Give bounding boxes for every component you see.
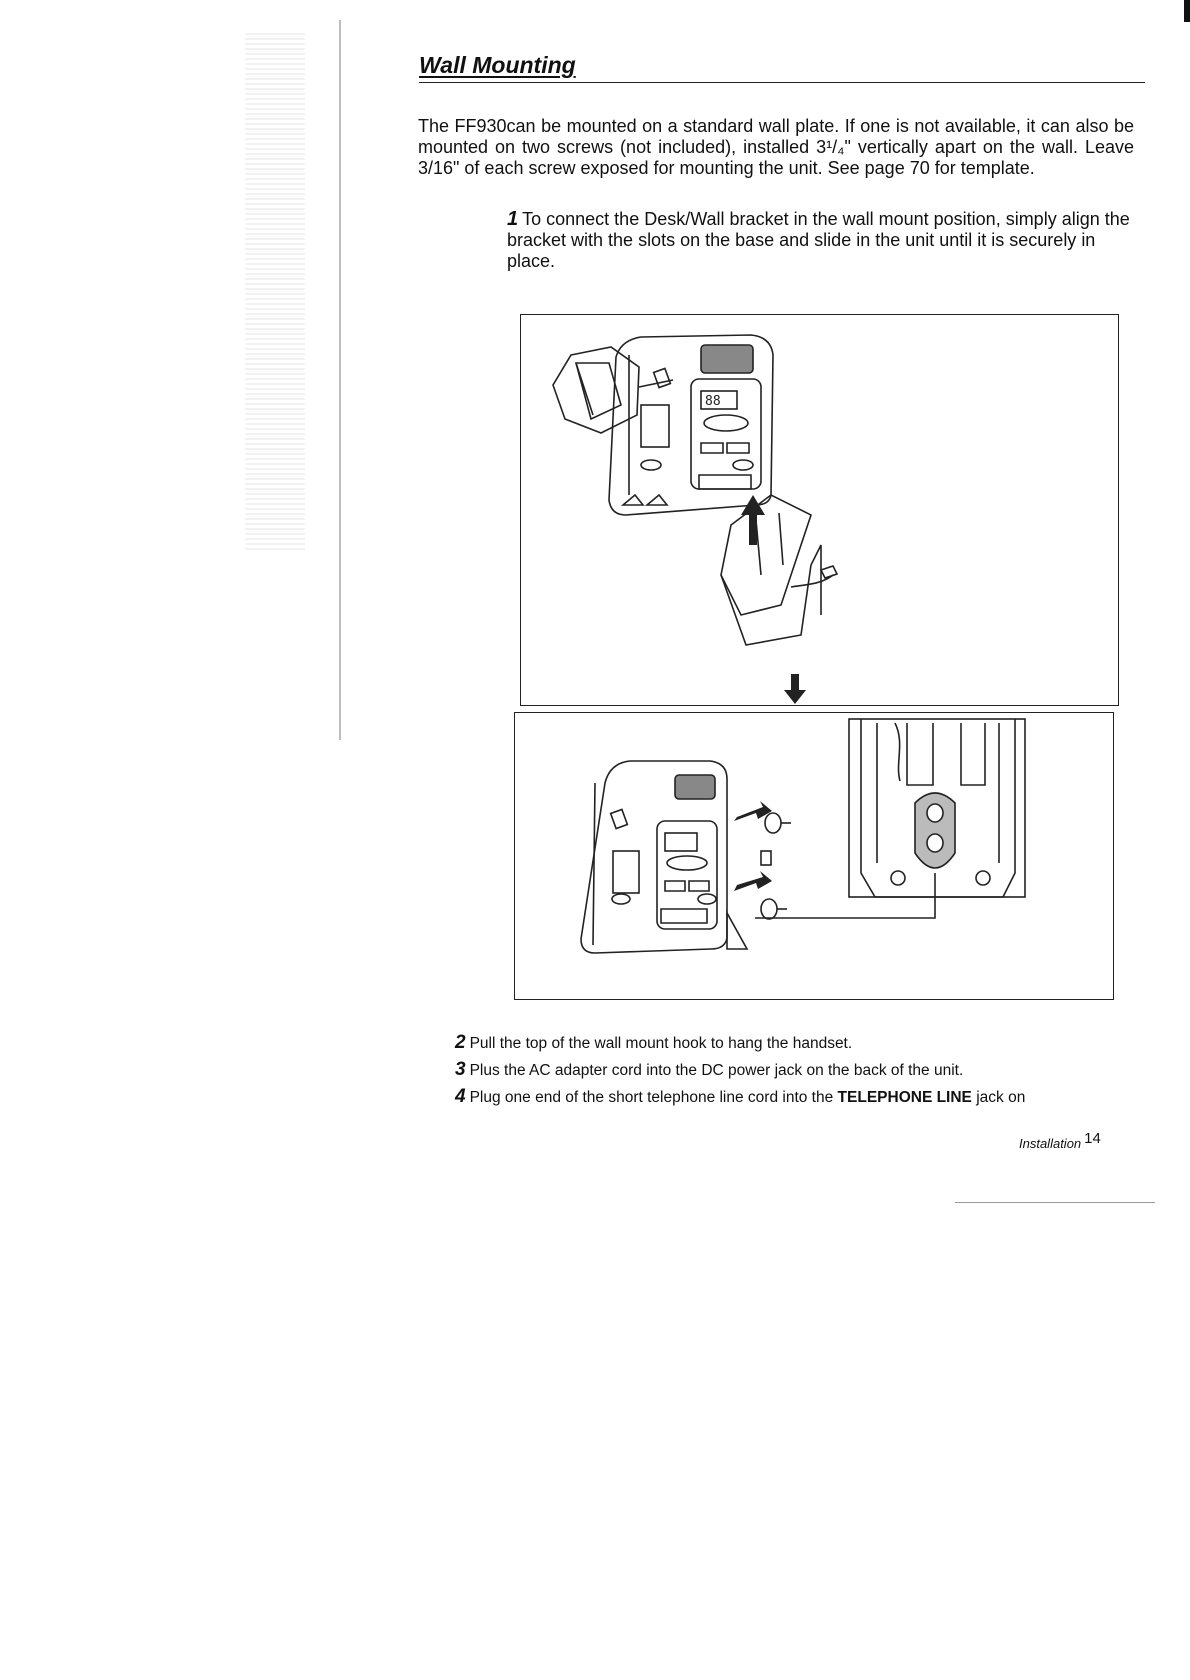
step-text: Pull the top of the wall mount hook to hang the handset. [469, 1035, 853, 1052]
page-title: Wall Mounting [419, 52, 1145, 83]
step-3 [455, 1057, 1155, 1084]
step-text-bold: TELEPHONE LINE [837, 1089, 972, 1106]
step-number: 3 [455, 1059, 466, 1080]
step-text-after: jack on [971, 1089, 1026, 1106]
step-4 [455, 1084, 1155, 1111]
wall-mount-drawing [515, 713, 1113, 999]
scan-footer-rule [955, 1202, 1155, 1203]
device-display-digits: 88 [705, 394, 721, 409]
step-text: Plus the AC adapter cord into the DC power jack on the back of the unit. [469, 1062, 964, 1079]
step-number: 1 [507, 208, 519, 230]
step-list [455, 1030, 1155, 1111]
page-number: 14 [1084, 1130, 1101, 1147]
step-number: 2 [455, 1032, 466, 1053]
scan-edge-mark [1184, 0, 1190, 22]
bracket-attach-drawing [521, 315, 1118, 705]
intro-paragraph: The FF930can be mounted on a standard wall plate. If one is not available, it can also be mounted on two screws (not included), installed 3¹/₄" vertically apart on the wall. Leave 3/16" of each screw exposed for mounting the unit. See page 70 for template. [418, 116, 1134, 178]
scan-binding-line [339, 20, 341, 740]
step-number: 4 [455, 1086, 466, 1107]
footer-section: Installation [1019, 1136, 1082, 1151]
step-text: To connect the Desk/Wall bracket in the wall mount position, simply align the bracket with the slots on the base and slide in the unit until it is securely in place. [507, 209, 1130, 271]
illustration-bracket-attach [520, 314, 1119, 706]
illustration-wall-mount [514, 712, 1114, 1000]
step-2 [455, 1030, 1155, 1057]
page-footer [1019, 1130, 1101, 1151]
step-1 [507, 209, 1132, 272]
down-arrow-icon [783, 674, 807, 706]
scan-speckle [245, 30, 305, 550]
step-text: Plug one end of the short telephone line cord into the [469, 1089, 838, 1106]
